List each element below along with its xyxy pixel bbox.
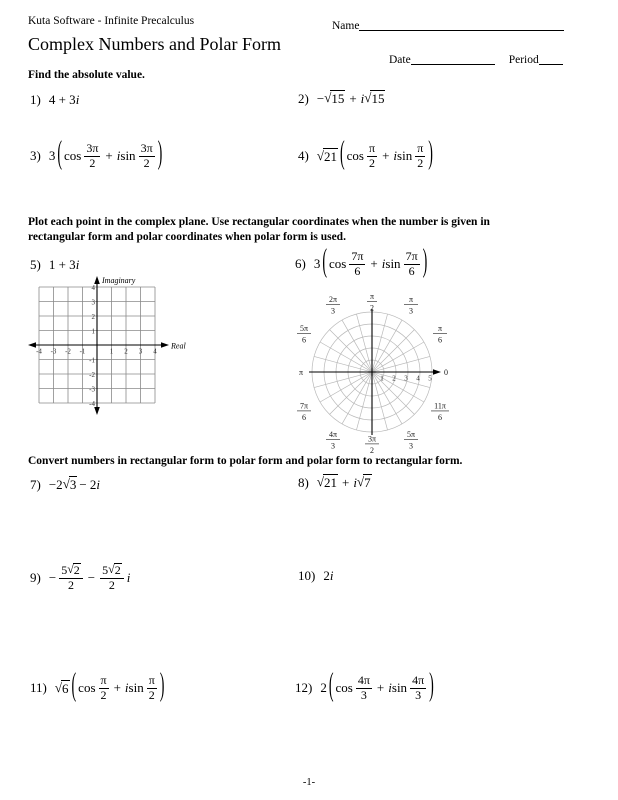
isin-label: i sin [388, 680, 408, 696]
axis-arrow-left [28, 342, 36, 348]
open-paren: ( [322, 245, 328, 281]
angle-label-0: 0 [444, 367, 448, 377]
expression: 4 + 3 i [48, 92, 80, 107]
plus-sign: + [349, 90, 357, 106]
problem-label: 8) [298, 474, 309, 490]
fraction-numerator: 5 √ 2 [100, 563, 124, 579]
close-paren: ) [159, 669, 165, 705]
problem-label: 6) [295, 256, 306, 272]
angle-label-num: π [437, 324, 443, 333]
problem-label: 12) [295, 680, 313, 696]
y-tick-label: 4 [91, 283, 95, 292]
angle-fraction: $\frac{\pi}{2}$ [100, 673, 107, 702]
radial-tick-label: 1 [380, 374, 384, 383]
instruction-line: rectangular form and polar coordinates when polar form is used. [28, 231, 346, 243]
angle-label-den: 2 [370, 446, 374, 455]
isin-label: i sin [116, 148, 136, 164]
y-tick-label: -4 [89, 399, 95, 408]
problem-1 [30, 92, 79, 108]
radical: √ 2 [108, 562, 121, 577]
problem-label: 4) [298, 148, 309, 164]
radical: √ 21 [316, 474, 337, 490]
imaginary-unit: i [126, 569, 131, 585]
expression: i √ 15 [360, 90, 385, 106]
y-tick-labels [89, 284, 95, 408]
problem-7 [30, 476, 100, 493]
plus-sign: + [341, 474, 350, 490]
open-paren: ( [339, 137, 345, 173]
y-tick-label: -1 [89, 356, 95, 365]
problem-label: 1) [30, 92, 41, 107]
section-convert-instructions: Convert numbers in rectangular form to polar form and polar form to rectangular form. [28, 455, 463, 467]
y-tick-label: -2 [89, 370, 95, 379]
polar-grid [288, 288, 458, 458]
radical: √ 2 [67, 562, 80, 577]
angle-label-den: 3 [331, 441, 335, 451]
angle-label-den: 6 [302, 413, 306, 422]
radial-tick-label: 5 [428, 374, 432, 383]
expression: − √ 15 [316, 90, 345, 106]
x-tick-label: 2 [124, 347, 128, 356]
expression: 2 i [323, 568, 334, 583]
period-line [539, 51, 563, 65]
angle-fraction: $\frac{\pi}{2}$ [417, 141, 424, 170]
angle-label-den: 3 [409, 441, 413, 451]
problem-label: 11) [30, 680, 47, 696]
name-field [332, 15, 564, 32]
angle-label-num: 7π [299, 401, 309, 411]
coefficient: 2 [320, 680, 327, 696]
minus-sign: − [48, 569, 57, 585]
expression: −2 √ 3 [48, 476, 77, 492]
radical-coefficient: √ 21 [316, 147, 337, 164]
brand-text: Kuta Software - Infinite Precalculus [28, 15, 195, 27]
problem-label: 2) [298, 90, 309, 106]
problem-11 [30, 669, 165, 705]
angle-fraction: $\frac{3\pi}{2}$ [140, 141, 153, 170]
problem-9 [30, 563, 130, 593]
angle-label-pi: π [298, 367, 304, 377]
radical-coefficient: √ 6 [54, 679, 69, 696]
problem-label: 3) [30, 148, 41, 164]
x-tick-label: 4 [153, 347, 157, 356]
instruction-line: Plot each point in the complex plane. Use rectangular coordinates when the number is given in [28, 216, 490, 228]
x-tick-label: 1 [109, 347, 114, 356]
axis-arrow-right [433, 369, 441, 375]
coefficient: 3 [313, 256, 321, 272]
radical: √ 15 [324, 90, 345, 106]
angle-fraction: $\frac{3\pi}{2}$ [86, 141, 99, 170]
angle-label-den: 3 [331, 306, 335, 316]
isin-label: i sin [381, 256, 401, 272]
x-tick-label: 3 [138, 347, 143, 356]
angle-label-den: 6 [302, 335, 306, 345]
angle-fraction: $\frac{\pi}{2}$ [369, 141, 376, 170]
problem-label: 5) [30, 257, 41, 272]
angle-fraction: $\frac{4\pi}{3}$ [357, 673, 370, 702]
problem-12 [295, 669, 434, 705]
isin-label: i sin [124, 680, 144, 696]
radical: √ 3 [62, 476, 77, 492]
cos-label: cos [329, 256, 347, 272]
coefficient: 3 [48, 148, 56, 164]
minus-sign: − [87, 569, 96, 585]
problem-5 [30, 257, 79, 273]
close-paren: ) [428, 137, 433, 173]
radial-tick-label: 4 [416, 374, 420, 383]
y-tick-label: -3 [89, 385, 95, 394]
cos-label: cos [78, 680, 96, 696]
angle-label-den: 6 [438, 413, 442, 422]
y-tick-label: 1 [91, 327, 95, 336]
angle-label-den: 2 [370, 303, 374, 313]
expression: 1 + 3 i [48, 257, 80, 272]
radical: √ 7 [356, 474, 371, 490]
angle-label-num: 2π [328, 295, 338, 304]
expression: − 2 i [79, 476, 101, 492]
y-tick-label: 3 [91, 298, 95, 307]
angle-label-den: 6 [438, 335, 442, 345]
fraction: 5 √ 2 2 [100, 563, 124, 593]
fraction-numerator: 5 √ 2 [59, 563, 83, 579]
cos-label: cos [346, 148, 364, 164]
problem-2 [298, 90, 385, 107]
date-line [411, 51, 495, 65]
problem-label: 9) [30, 569, 41, 585]
axis-arrow-right [161, 342, 169, 348]
plus-sign: + [382, 148, 390, 164]
problem-label: 7) [30, 476, 41, 492]
name-line [359, 17, 564, 31]
open-paren: ( [328, 669, 334, 705]
close-paren: ) [157, 137, 163, 173]
x-tick-label: -1 [79, 347, 86, 356]
radial-tick-label: 3 [404, 374, 408, 383]
open-paren: ( [71, 669, 77, 705]
angle-label-num: π [408, 295, 414, 304]
section-plot-instructions [28, 215, 588, 245]
name-label: Name [332, 20, 360, 32]
cos-label: cos [64, 148, 82, 164]
open-paren: ( [57, 137, 63, 173]
radial-tick-label: 2 [392, 374, 396, 383]
problem-3 [30, 137, 163, 173]
period-label: Period [508, 54, 539, 66]
angle-label-num: 5π [406, 430, 416, 439]
problem-8 [298, 474, 372, 491]
plus-sign: + [105, 148, 113, 164]
problem-6 [295, 245, 428, 281]
problem-10 [298, 568, 333, 584]
x-tick-label: -2 [65, 347, 71, 356]
complex-plane-grid [25, 272, 203, 422]
section-find-absolute-value: Find the absolute value. [28, 69, 145, 81]
axis-arrow-down [94, 407, 100, 415]
date-period-field [389, 49, 563, 66]
angle-fraction: $\frac{\pi}{2}$ [148, 673, 155, 702]
date-label: Date [389, 54, 411, 66]
angle-label-num: 4π [328, 430, 338, 439]
angle-label-num: 3π [367, 434, 377, 444]
fraction: 5 √ 2 2 [59, 563, 83, 593]
imaginary-axis-label: Imaginary [102, 276, 136, 285]
angle-label-num: 11π [434, 401, 446, 411]
isin-label: i sin [393, 148, 413, 164]
close-paren: ) [422, 245, 428, 281]
angle-fraction: $\frac{7\pi}{6}$ [405, 249, 418, 278]
x-tick-label: -3 [50, 347, 57, 356]
close-paren: ) [429, 669, 434, 705]
plus-sign: + [370, 256, 378, 272]
angle-label-den: 3 [409, 306, 413, 316]
real-axis-label: Real [171, 341, 186, 351]
page-number: -1- [302, 777, 316, 788]
page-title: Complex Numbers and Polar Form [28, 34, 281, 54]
problem-4 [298, 137, 433, 173]
x-tick-label: -4 [36, 347, 42, 356]
angle-label-num: 5π [299, 324, 309, 333]
angle-fraction: $\frac{4\pi}{3}$ [412, 673, 425, 702]
problem-label: 10) [298, 568, 316, 583]
angle-fraction: $\frac{7\pi}{6}$ [351, 249, 364, 278]
cos-label: cos [335, 680, 353, 696]
plus-sign: + [113, 680, 121, 696]
radical: √ 15 [364, 90, 385, 106]
angle-label-num: π [369, 292, 375, 301]
plus-sign: + [376, 680, 385, 696]
y-tick-label: 2 [91, 312, 95, 321]
expression: i √ 7 [353, 474, 371, 490]
axis-arrow-up [94, 276, 100, 284]
